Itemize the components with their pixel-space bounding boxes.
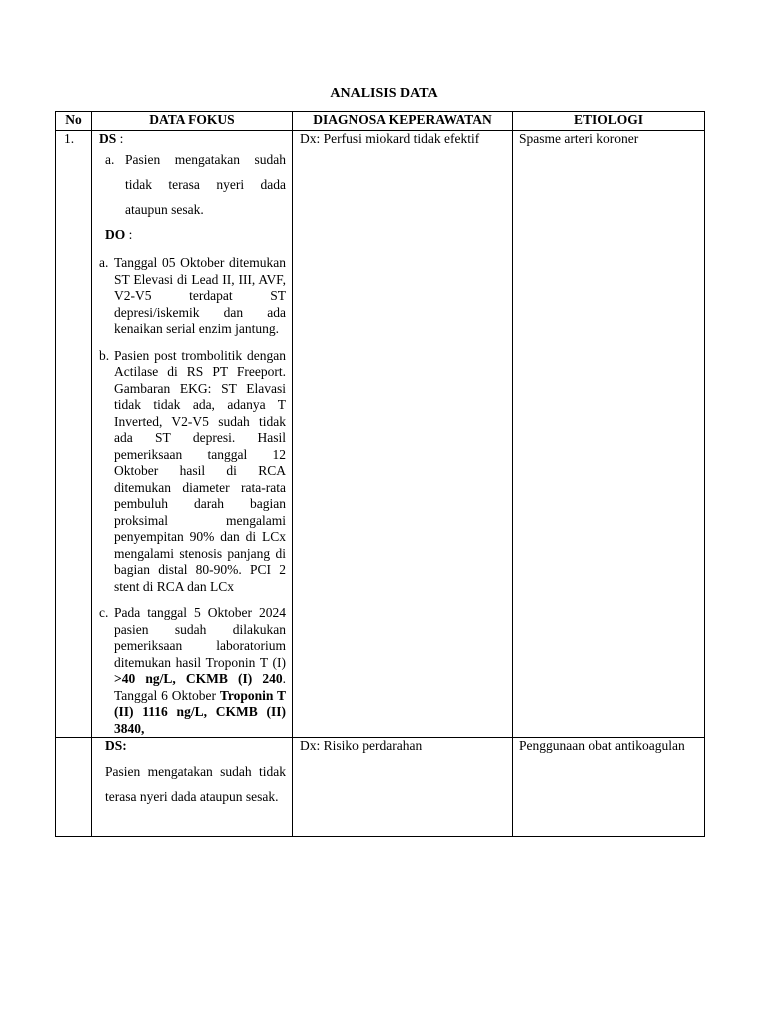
row-number (56, 738, 92, 837)
do-heading: DO : (105, 227, 133, 242)
do-item-a: a. Tanggal 05 Oktober ditemukan ST Elevasi di Lead II, III, AVF, V2-V5 terdapat ST depresi/iskemik dan ada kenaikan serial enzim jantung. (99, 255, 286, 336)
analysis-table (55, 111, 705, 837)
data-fokus-cell (92, 130, 293, 738)
etiologi-cell: Penggunaan obat antikoagulan (513, 738, 705, 837)
header-no: No (56, 112, 92, 131)
diagnosa-cell: Dx: Risiko perdarahan (293, 738, 513, 837)
table-header-row (56, 112, 705, 131)
lab-text-2: . Tanggal 6 Oktober (114, 671, 286, 703)
ds-text: Pasien mengatakan sudah tidak terasa nyeri dada ataupun sesak. (105, 763, 286, 804)
header-data-fokus: DATA FOKUS (92, 112, 293, 131)
page-title: ANALISIS DATA (330, 86, 438, 101)
do-item-b: b. Pasien post trombolitik dengan Actilase di RS PT Freeport. Gambaran EKG: ST Elavasi tidak tidak ada, adanya T Inverted, V2-V5 sudah tidak ada ST depresi. Hasil pemeriksaan tanggal 12 Oktober hasil di RCA ditemukan diameter rata-rata pembuluh darah bagian proksimal mengalami penyempitan 90% dan di LCx mengalami stenosis panjang di bagian distal 80-90%. PCI 2 stent di RCA dan LCx (99, 347, 286, 594)
header-etiologi: ETIOLOGI (513, 112, 705, 131)
ds-heading: DS: (105, 738, 127, 753)
ds-heading: DS : (99, 130, 124, 146)
etiologi-cell: Spasme arteri koroner (513, 130, 705, 738)
ds-item: a. Pasien mengatakan sudah tidak terasa nyeri dada ataupun sesak. (105, 152, 286, 217)
table-row (56, 130, 705, 738)
lab-result-2: Troponin T (II) 1116 ng/L, CKMB (II) 3840, (114, 687, 286, 736)
row-number: 1. (56, 130, 92, 738)
diagnosa-cell: Dx: Perfusi miokard tidak efektif (293, 130, 513, 738)
header-diagnosa: DIAGNOSA KEPERAWATAN (293, 112, 513, 131)
lab-text-1: Pada tanggal 5 Oktober 2024 pasien sudah dilakukan pemeriksaan laboratorium ditemukan hasil Troponin T (I) (114, 605, 286, 670)
lab-result-1: >40 ng/L, CKMB (I) 240 (114, 671, 283, 686)
data-fokus-cell (92, 738, 293, 837)
do-item-c: c. Pada tanggal 5 Oktober 2024 pasien sudah dilakukan pemeriksaan laboratorium ditemukan hasil Troponin T (I) >40 ng/L, CKMB (I) 240. Tanggal 6 Oktober Troponin T (II) 1116 ng/L, CKMB (II) 3840, (99, 605, 286, 736)
table-row (56, 738, 705, 837)
